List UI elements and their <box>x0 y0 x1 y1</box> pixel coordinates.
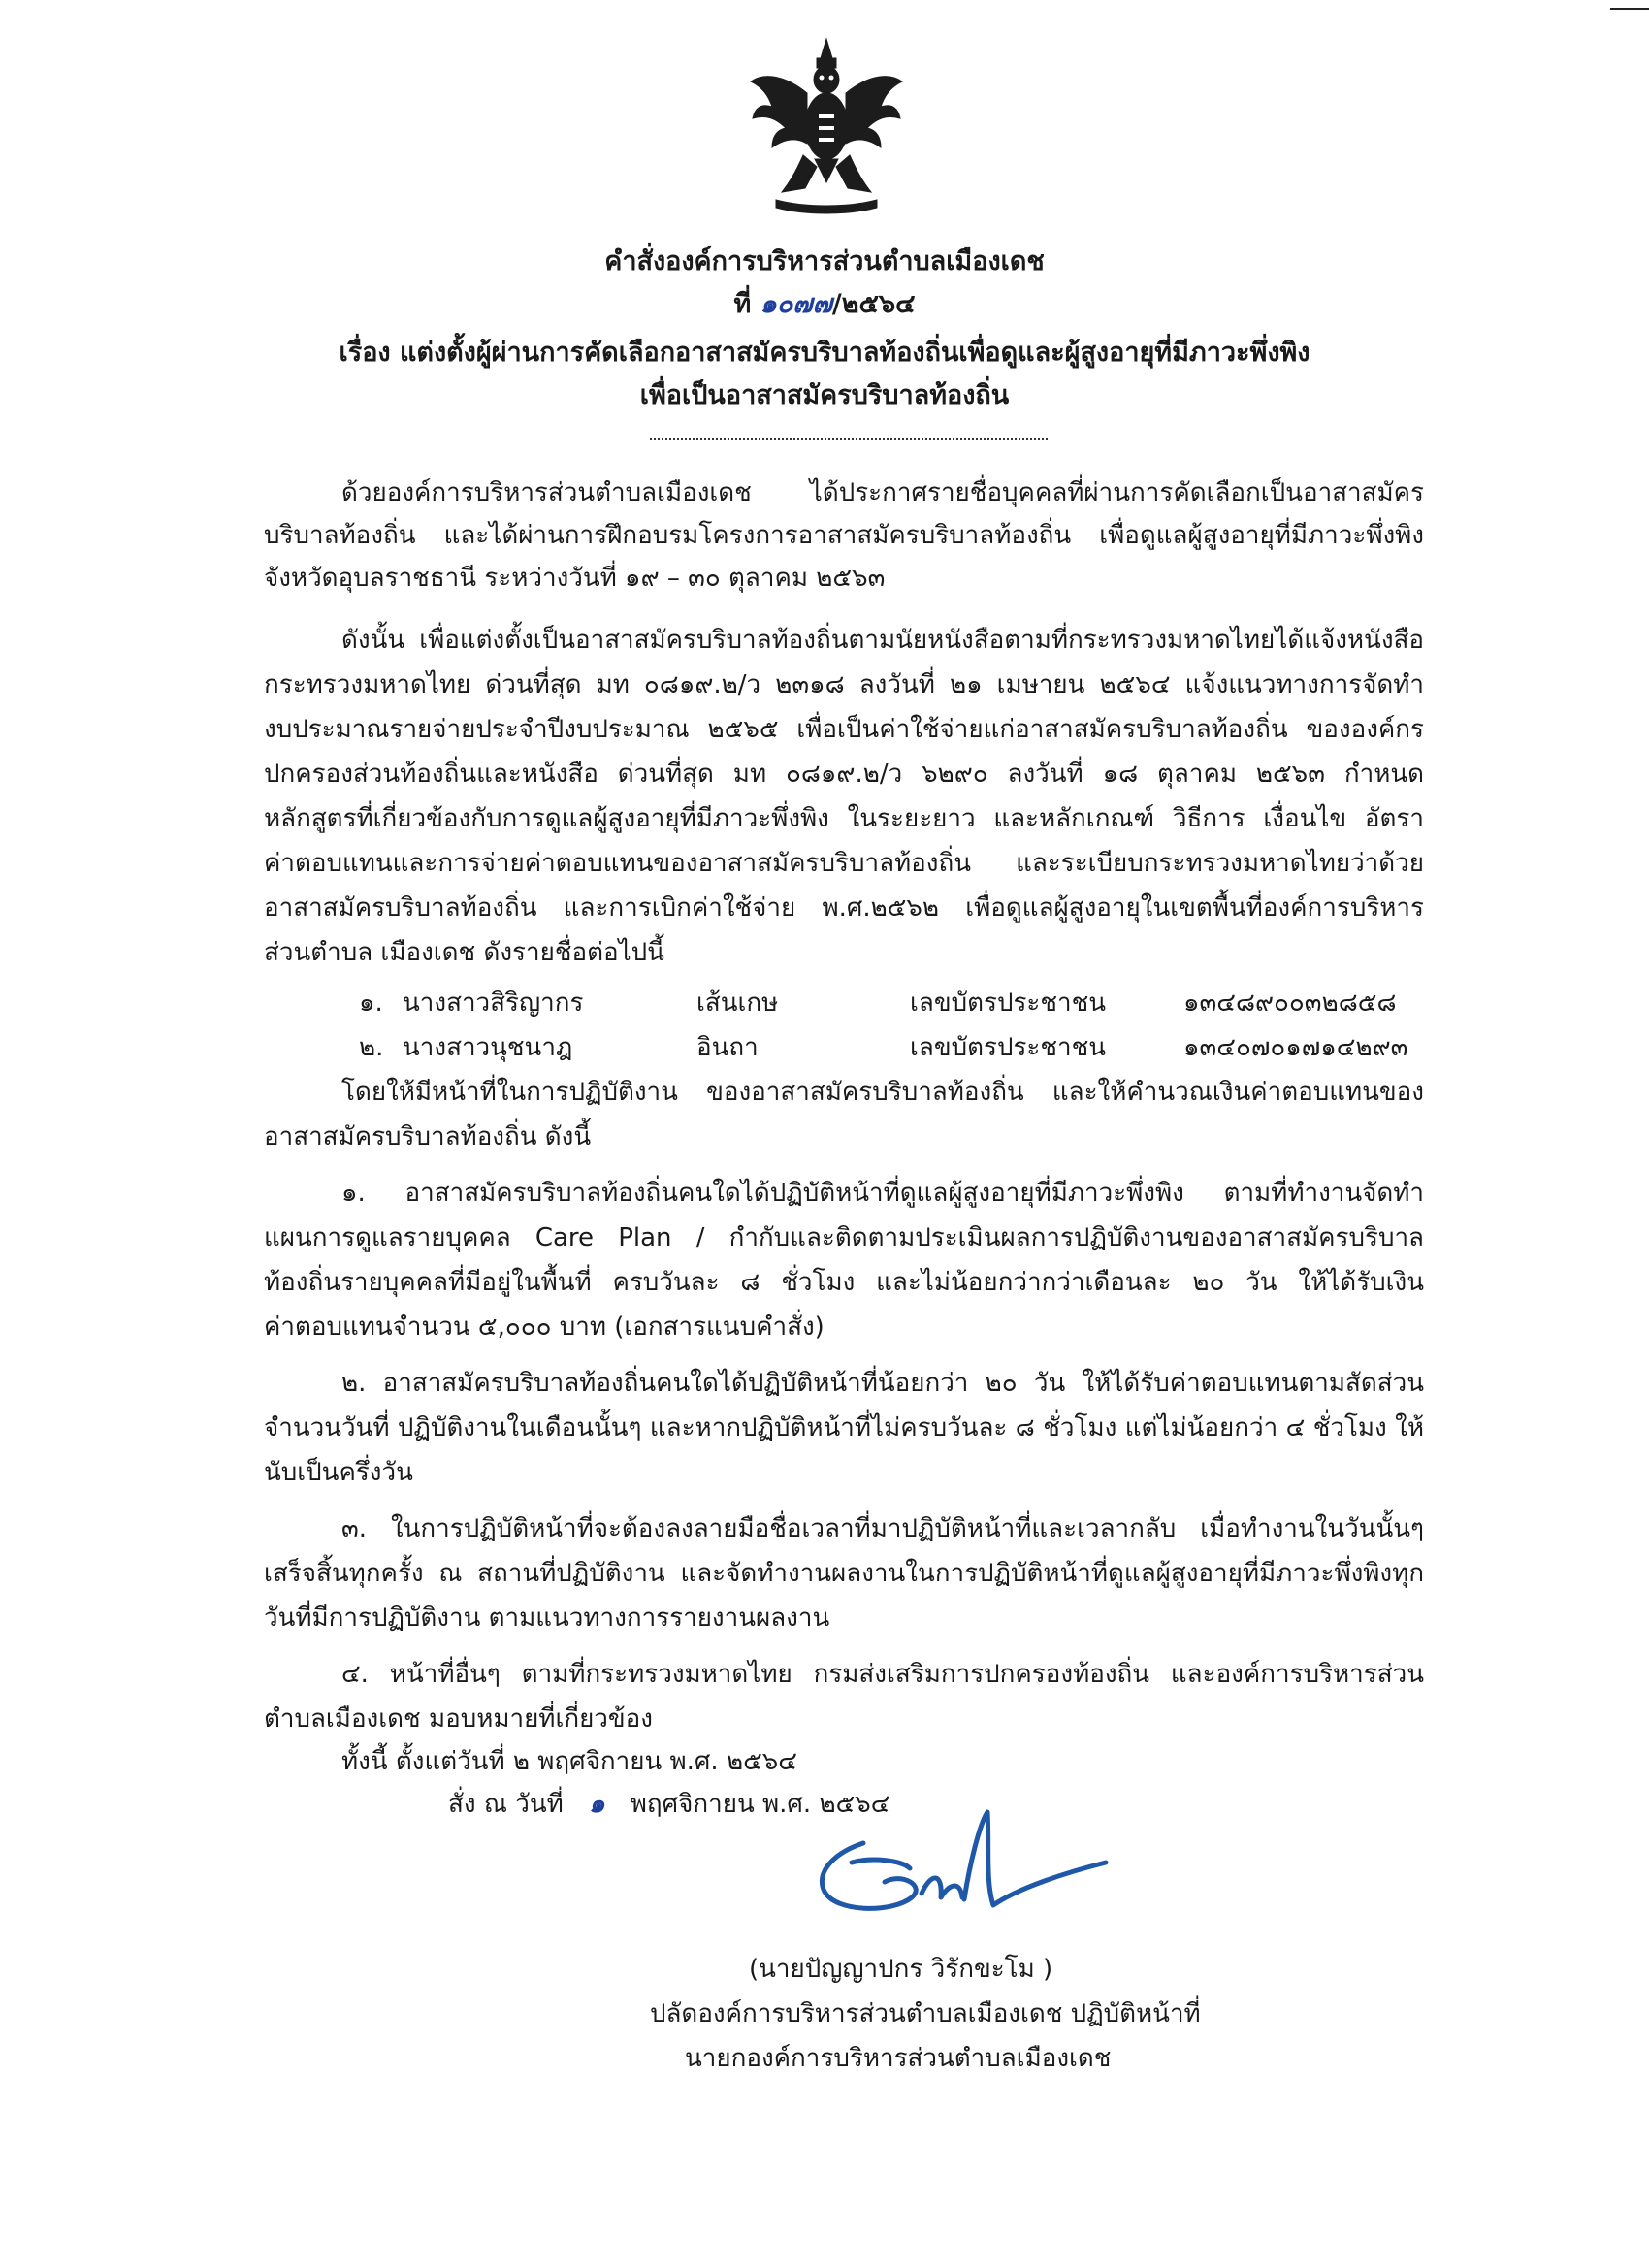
signatory-name: (นายปัญญาปกร วิรักขะโม ) <box>749 1955 1053 1984</box>
signatory-position-1: ปลัดองค์การบริหารส่วนตำบลเมืองเดช ปฏิบัติหน้าที่ <box>650 1999 1201 2028</box>
scan-mark <box>1610 8 1649 10</box>
garuda-emblem-icon <box>747 37 907 221</box>
order-number-suffix: /๒๕๖๔ <box>831 289 916 319</box>
body-line: ค่าตอบแทนและการจ่ายค่าตอบแทนของอาสาสมัครบริบาลท้องถิ่น และระเบียบกระทรวงมหาดไทยว่าด้วย <box>264 849 1424 878</box>
appointee-surname: เส้นเกษ <box>696 988 779 1018</box>
appointee-name: นางสาวสิริญากร <box>403 988 584 1018</box>
appointee-id: ๑๓๔๐๗๐๑๗๑๔๒๙๓ <box>1183 1033 1408 1062</box>
duty-line: ค่าตอบแทนจำนวน ๕,๐๐๐ บาท (เอกสารแนบคำสั่ง) <box>264 1312 824 1342</box>
duty-line: ๑. อาสาสมัครบริบาลท้องถิ่นคนใดได้ปฏิบัติหน้าที่ดูแลผู้สูงอายุที่มีภาวะพึ่งพิง ตามที่ทำงานจัดทำ <box>341 1179 1424 1208</box>
ordered-suffix: พฤศจิกายน พ.ศ. ๒๕๖๔ <box>630 1790 890 1819</box>
duty-line: อาสาสมัครบริบาลท้องถิ่น ดังนี้ <box>264 1122 592 1151</box>
body-line: ส่วนตำบล เมืองเดช ดังรายชื่อต่อไปนี้ <box>264 938 664 967</box>
duty-line: ๓. ในการปฏิบัติหน้าที่จะต้องลงลายมือชื่อเวลาที่มาปฏิบัติหน้าที่และเวลากลับ เมื่อทำงานในวันนั้นๆ <box>341 1514 1424 1543</box>
order-number-handwritten: ๑๐๗๗ <box>760 289 832 319</box>
appointee-no: ๒. <box>359 1033 384 1062</box>
subject-line-2: เพื่อเป็นอาสาสมัครบริบาลท้องถิ่น <box>639 380 1010 410</box>
appointee-id-label: เลขบัตรประชาชน <box>910 1033 1107 1062</box>
effective-date: ทั้งนี้ ตั้งแต่วันที่ ๒ พฤศจิกายน พ.ศ. ๒๕๖๔ <box>341 1747 797 1776</box>
appointee-name: นางสาวนุชนาฎ <box>403 1033 573 1062</box>
order-number-prefix: ที่ <box>733 289 752 319</box>
appointee-id-label: เลขบัตรประชาชน <box>910 988 1107 1018</box>
duty-line: ตำบลเมืองเดช มอบหมายที่เกี่ยวข้อง <box>264 1704 653 1733</box>
body-line: กระทรวงมหาดไทย ด่วนที่สุด มท ๐๘๑๙.๒/ว ๒๓๑๘ ลงวันที่ ๒๑ เมษายน ๒๕๖๔ แจ้งแนวทางการจัดทำ <box>264 670 1424 699</box>
separator-dotted <box>650 438 1048 440</box>
ordered-day-handwritten: ๑ <box>589 1790 605 1819</box>
duty-line: ๒. อาสาสมัครบริบาลท้องถิ่นคนใดได้ปฏิบัติหน้าที่น้อยกว่า ๒๐ วัน ให้ได้รับค่าตอบแทนตามสัดส่วน <box>341 1369 1424 1398</box>
duty-line: ๔. หน้าที่อื่นๆ ตามที่กระทรวงมหาดไทย กรมส่งเสริมการปกครองท้องถิ่น และองค์การบริหารส่วน <box>341 1660 1424 1689</box>
duty-line: จำนวนวันที่ ปฏิบัติงานในเดือนนั้นๆ และหากปฏิบัติหน้าที่ไม่ครบวันละ ๘ ชั่วโมง แต่ไม่น้อยกว่า ๔ ชั่วโมง ให้ <box>264 1413 1424 1442</box>
duty-line: เสร็จสิ้นทุกครั้ง ณ สถานที่ปฏิบัติงาน และจัดทำงานผลงานในการปฏิบัติหน้าที่ดูแลผู้สูงอายุที่มีภาวะพึ่งพิงทุก <box>264 1559 1424 1588</box>
duty-line: ท้องถิ่นรายบุคคลที่มีอยู่ในพื้นที่ ครบวันละ ๘ ชั่วโมง และไม่น้อยกว่ากว่าเดือนละ ๒๐ วัน ให้ได้รับเงิน <box>264 1268 1424 1297</box>
body-line: อาสาสมัครบริบาลท้องถิ่น และการเบิกค่าใช้จ่าย พ.ศ.๒๕๖๒ เพื่อดูแลผู้สูงอายุในเขตพื้นที่องค์การบริหาร <box>264 893 1424 923</box>
appointee-id: ๑๓๔๘๙๐๐๓๒๘๕๘ <box>1183 988 1397 1018</box>
body-line: ด้วยองค์การบริหารส่วนตำบลเมืองเดช ได้ประกาศรายชื่อบุคคลที่ผ่านการคัดเลือกเป็นอาสาสมัคร <box>341 478 1424 507</box>
ordered-prefix: สั่ง ณ วันที่ <box>448 1790 564 1819</box>
appointee-no: ๑. <box>359 988 383 1018</box>
body-line: ดังนั้น เพื่อแต่งตั้งเป็นอาสาสมัครบริบาลท้องถิ่นตามนัยหนังสือตามที่กระทรวงมหาดไทยได้แจ้งหนังสือ <box>341 626 1424 655</box>
duty-line: วันที่มีการปฏิบัติงาน ตามแนวทางการรายงานผลงาน <box>264 1604 830 1633</box>
duty-line: นับเป็นครึ่งวัน <box>264 1458 413 1487</box>
duty-line: แผนการดูแลรายบุคคล Care Plan / กำกับและติดตามประเมินผลการปฏิบัติงานของอาสาสมัครบริบาล <box>264 1223 1424 1252</box>
subject-line-1: เรื่อง แต่งตั้งผู้ผ่านการคัดเลือกอาสาสมัครบริบาลท้องถิ่นเพื่อดูและผู้สูงอายุที่มีภาวะพึ่งพิง <box>339 338 1310 368</box>
body-line: ปกครองส่วนท้องถิ่นและหนังสือ ด่วนที่สุด มท ๐๘๑๙.๒/ว ๖๒๙๐ ลงวันที่ ๑๘ ตุลาคม ๒๕๖๓ กำหนด <box>264 760 1424 789</box>
body-line: งบประมาณรายจ่ายประจำปีงบประมาณ ๒๕๖๕ เพื่อเป็นค่าใช้จ่ายแก่อาสาสมัครบริบาลท้องถิ่น ขององค์กร <box>264 715 1424 744</box>
order-number <box>0 285 1649 324</box>
body-line: จังหวัดอุบลราชธานี ระหว่างวันที่ ๑๙ – ๓๐ ตุลาคม ๒๕๖๓ <box>264 564 886 593</box>
handwritten-signature-icon <box>795 1804 1116 1940</box>
signatory-position-2: นายกองค์การบริหารส่วนตำบลเมืองเดช <box>685 2044 1112 2073</box>
appointee-surname: อินถา <box>696 1033 759 1062</box>
body-line: หลักสูตรที่เกี่ยวข้องกับการดูแลผู้สูงอายุที่มีภาวะพึ่งพิง ในระยะยาว และหลักเกณฑ์ วิธีการ เงื่อนไข อัตรา <box>264 804 1424 833</box>
body-line: บริบาลท้องถิ่น และได้ผ่านการฝึกอบรมโครงการอาสาสมัครบริบาลท้องถิ่น เพื่อดูแลผู้สูงอายุที่มีภาวะพึ่งพิง <box>264 521 1424 550</box>
order-title: คำสั่งองค์การบริหารส่วนตำบลเมืองเดช <box>604 246 1045 276</box>
duty-line: โดยให้มีหน้าที่ในการปฏิบัติงาน ของอาสาสมัครบริบาลท้องถิ่น และให้คำนวณเงินค่าตอบแทนของ <box>341 1078 1424 1107</box>
